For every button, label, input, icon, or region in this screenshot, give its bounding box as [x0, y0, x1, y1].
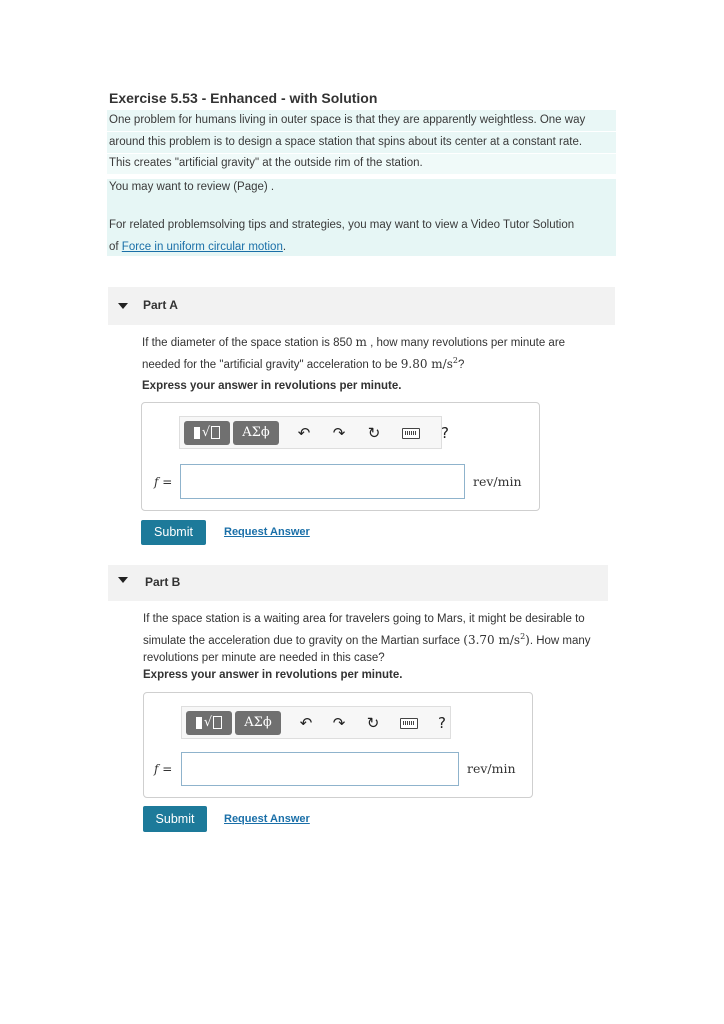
part-b-request-answer-link[interactable]: Request Answer [224, 813, 310, 825]
part-b-answer-input[interactable] [181, 752, 459, 786]
redo-icon[interactable]: ↷ [332, 714, 346, 732]
sqrt-glyph: √ [201, 425, 211, 440]
part-b-q-line2: simulate the acceleration due to gravity on the Martian surface [143, 634, 464, 647]
tips-of: of [109, 241, 122, 253]
intro-line-1: One problem for humans living in outer space is that they are apparently weightless. One way [107, 110, 616, 132]
part-b-math-toolbar [181, 706, 451, 739]
part-b-q-line1: If the space station is a waiting area for travelers going to Mars, it might be desirable to [143, 613, 585, 625]
part-b-q-value: (3.70 m/s [463, 632, 521, 647]
templates-button[interactable] [186, 711, 232, 735]
review-text: You may want to review (Page) . [109, 181, 275, 193]
reset-icon[interactable]: ↻ [366, 714, 380, 732]
help-icon[interactable]: ? [438, 714, 446, 732]
part-b-header[interactable] [108, 565, 608, 601]
part-b-submit-button[interactable]: Submit [143, 806, 207, 832]
part-a-instruction: Express your answer in revolutions per minute. [142, 380, 402, 392]
part-b-q-post: . How many [529, 634, 591, 647]
part-a-q-value: 9.80 m/s [400, 356, 453, 371]
part-b-instruction: Express your answer in revolutions per minute. [143, 669, 403, 681]
reset-icon[interactable]: ↻ [367, 424, 381, 442]
part-b-question [143, 611, 613, 667]
tips-text [109, 214, 609, 258]
tips-line1: For related problemsolving tips and strategies, you may want to view a Video Tutor Solution [109, 219, 575, 231]
part-b-answer-box [143, 692, 533, 798]
exercise-title: Exercise 5.53 - Enhanced - with Solution [109, 90, 378, 106]
keyboard-icon[interactable] [402, 428, 420, 439]
part-b-unit: rev/min [467, 761, 516, 776]
part-a-math-toolbar [179, 416, 449, 449]
undo-icon[interactable]: ↶ [297, 424, 311, 442]
part-a-question [142, 334, 602, 374]
part-a-q-pre: If the diameter of the space station is 850 [142, 337, 356, 349]
part-a-header[interactable] [108, 287, 615, 325]
intro-line-2: around this problem is to design a space station that spins about its center at a constant rate. [107, 132, 616, 154]
part-a-submit-button[interactable]: Submit [141, 520, 206, 545]
intro-line-3: This creates "artificial gravity" at the outside rim of the station. [107, 154, 616, 174]
part-a-q-unit: m [355, 335, 367, 349]
tips-period: . [282, 241, 287, 253]
undo-icon[interactable]: ↶ [299, 714, 313, 732]
part-a-title: Part A [143, 298, 178, 312]
part-b-variable-label: f = [154, 762, 173, 776]
part-a-answer-box [141, 402, 540, 511]
symbols-button[interactable]: ΑΣϕ [233, 421, 279, 445]
symbols-button[interactable]: ΑΣϕ [235, 711, 281, 735]
tips-box [107, 179, 616, 256]
part-a-q-mid: , how many revolutions per minute are [366, 337, 566, 349]
part-b-q-sup: 2 [520, 632, 526, 641]
templates-button[interactable] [184, 421, 230, 445]
part-a-variable-label: f = [154, 475, 173, 489]
part-a-request-answer-link[interactable]: Request Answer [224, 526, 310, 538]
part-b-title: Part B [145, 575, 181, 589]
keyboard-icon[interactable] [400, 718, 418, 729]
part-b-q-line3: revolutions per minute are needed in this case? [143, 651, 385, 664]
part-a-q-end: ? [457, 358, 465, 371]
part-a-q-sup: 2 [452, 356, 458, 365]
caret-down-icon [118, 303, 128, 309]
video-tutor-link[interactable]: Force in uniform circular motion [121, 241, 283, 253]
part-a-unit: rev/min [473, 474, 522, 489]
part-b-q-close: ) [525, 632, 530, 647]
part-a-q-line2: needed for the "artificial gravity" acceleration to be [142, 358, 401, 371]
help-icon[interactable]: ? [441, 424, 449, 442]
redo-icon[interactable]: ↷ [332, 424, 346, 442]
caret-down-icon [118, 577, 128, 583]
part-a-answer-input[interactable] [180, 464, 465, 499]
sqrt-glyph: √ [203, 715, 213, 730]
